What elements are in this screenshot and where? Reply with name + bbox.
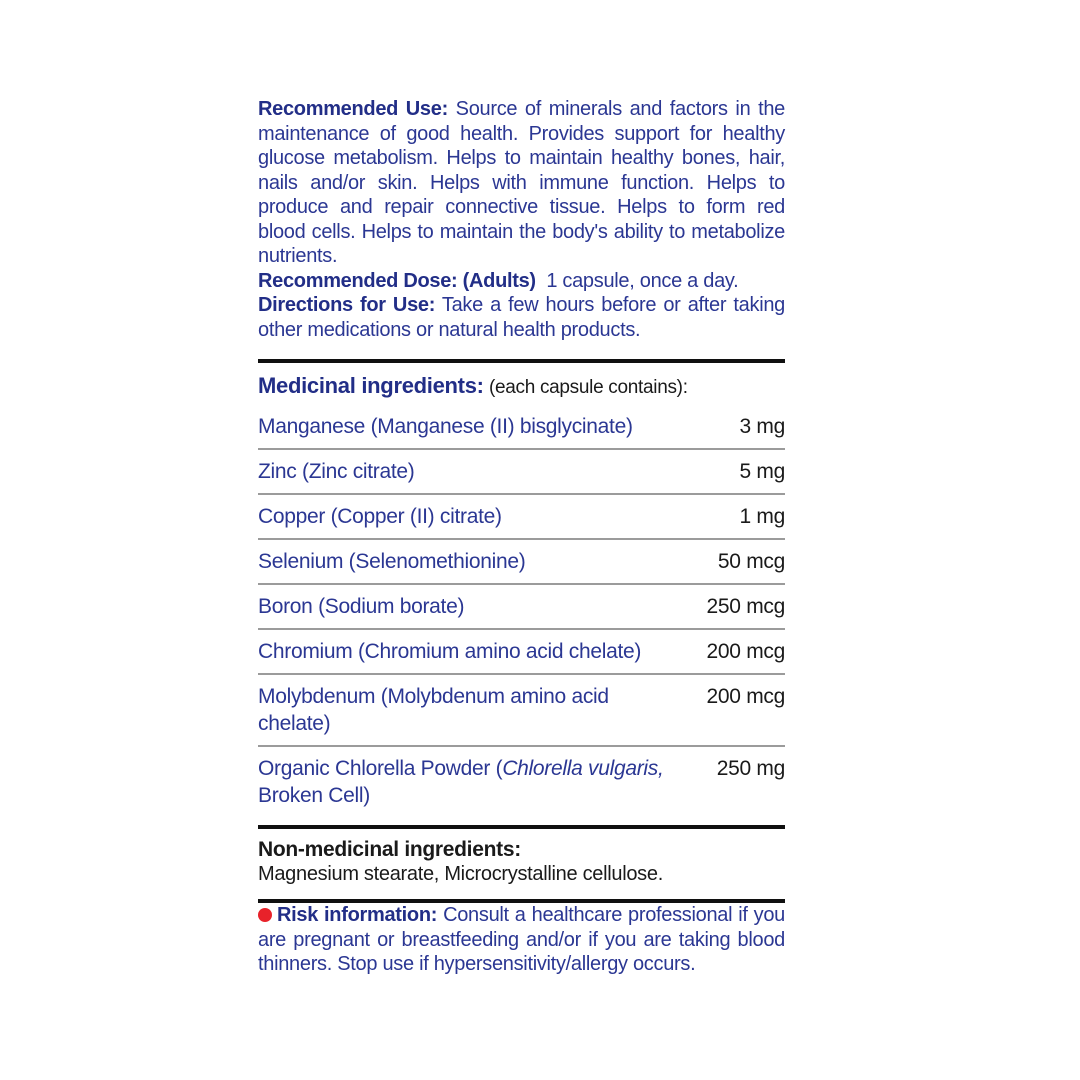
directions-paragraph — [258, 293, 785, 342]
medicinal-ingredients-header — [258, 363, 785, 405]
risk-information-paragraph — [258, 903, 785, 977]
ingredient-amount: 1 mg — [739, 505, 785, 528]
medicinal-ingredients-table — [258, 359, 785, 817]
ingredient-amount: 250 mg — [716, 757, 785, 780]
table-row-chromium — [258, 630, 785, 675]
table-row-chlorella — [258, 747, 785, 817]
medicinal-ingredients-sublabel: (each capsule contains): — [488, 377, 688, 398]
recommended-use-label: Recommended Use: — [258, 98, 448, 120]
non-medicinal-label: Non-medicinal ingredients: — [258, 838, 521, 861]
ingredient-name — [258, 755, 666, 809]
non-medicinal-text: Magnesium stearate, Microcrystalline cellulose. — [258, 863, 663, 885]
ingredient-name: Chromium (Chromium amino acid chelate) — [258, 640, 642, 663]
recommended-dose-label: Recommended Dose: (Adults) — [258, 269, 536, 292]
medicinal-ingredients-label: Medicinal ingredients: — [258, 373, 484, 398]
ingredient-amount: 200 mcg — [706, 640, 785, 663]
table-row-selenium — [258, 540, 785, 585]
ingredient-amount: 50 mcg — [717, 550, 785, 573]
ingredient-name: Zinc (Zinc citrate) — [258, 460, 415, 483]
ingredient-name: Molybdenum (Molybdenum amino acid chelate) — [258, 685, 609, 735]
table-row-boron — [258, 585, 785, 630]
ingredient-name: Boron (Sodium borate) — [258, 595, 465, 618]
ingredient-name: Copper (Copper (II) citrate) — [258, 505, 502, 528]
recommended-use-paragraph — [258, 97, 785, 269]
ingredient-name: Manganese (Manganese (II) bisglycinate) — [258, 415, 633, 438]
ingredient-name-latin: Chlorella vulgaris, — [502, 757, 664, 780]
ingredient-amount: 5 mg — [739, 460, 785, 483]
directions-text: Take a few hours before or after taking other medications or natural health products. — [258, 294, 785, 341]
directions-label: Directions for Use: — [258, 294, 436, 316]
recommended-dose-paragraph — [258, 269, 785, 294]
label-content-column — [258, 97, 785, 977]
table-row-copper — [258, 495, 785, 540]
ingredient-name-suffix: Broken Cell) — [258, 784, 370, 807]
table-row-zinc — [258, 450, 785, 495]
risk-information-label: Risk information: — [277, 904, 438, 926]
ingredient-amount: 250 mcg — [706, 595, 785, 618]
ingredient-amount: 200 mcg — [706, 685, 785, 708]
table-row-molybdenum — [258, 675, 785, 747]
table-row-manganese — [258, 405, 785, 450]
ingredient-amount: 3 mg — [739, 415, 785, 438]
non-medicinal-section — [258, 825, 785, 903]
ingredient-name: Selenium (Selenomethionine) — [258, 550, 526, 573]
risk-information-text: Consult a healthcare professional if you are pregnant or breastfeeding and/or if you are taking blood thinners. Stop use if hypersensitivity/allergy occurs. — [258, 904, 785, 975]
recommended-dose-text: 1 capsule, once a day. — [546, 269, 739, 292]
recommended-use-text: Source of minerals and factors in the maintenance of good health. Provides support for healthy glucose metabolism. Helps to maintain healthy bones, hair, nails and/or skin. Helps with immune function. Helps to produce and repair connective tissue. Helps to form red blood cells. Helps to maintain the body's ability to metabolize nutrients. — [258, 98, 785, 267]
risk-dot-icon — [258, 908, 272, 922]
ingredient-name-prefix: Organic Chlorella Powder ( — [258, 757, 503, 780]
